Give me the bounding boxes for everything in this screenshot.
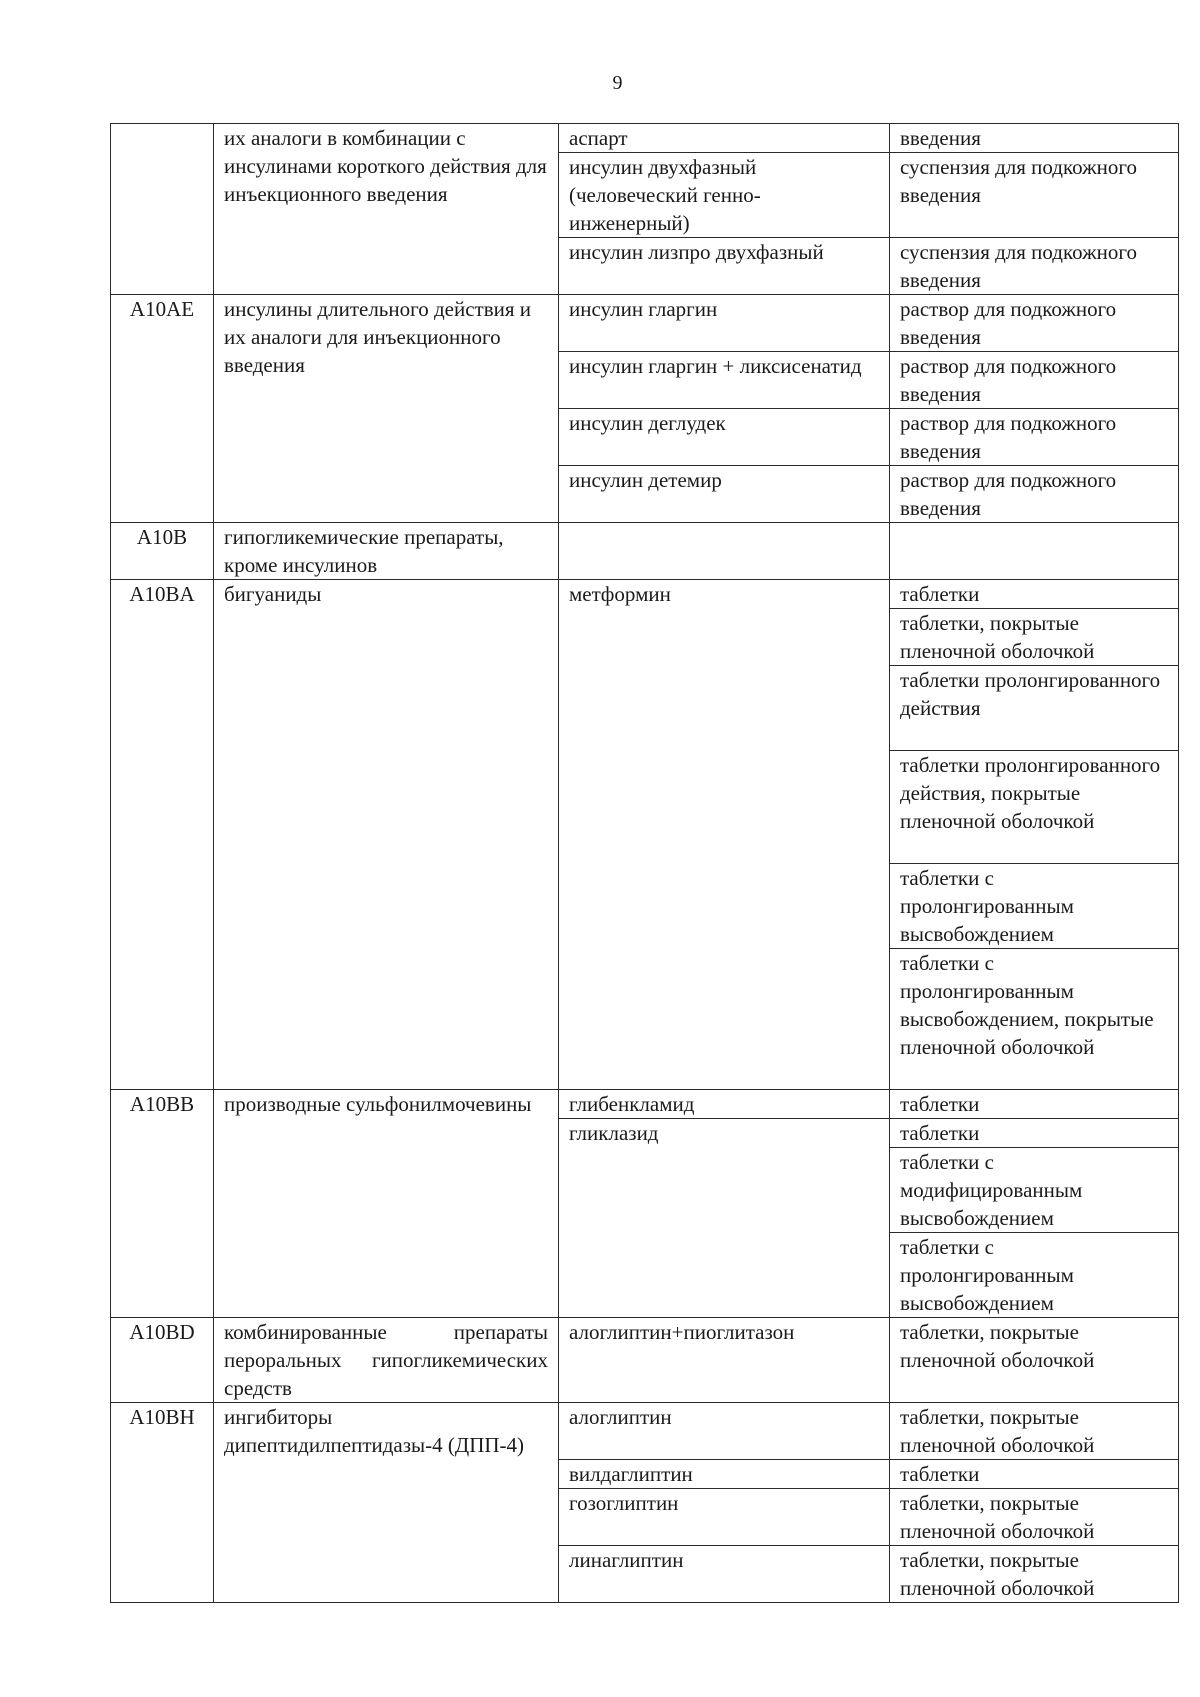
group-name-cell [214, 1318, 559, 1403]
dosage-form-cell: раствор для подкожного введения [890, 466, 1179, 523]
table-row [111, 124, 1179, 153]
drug-name-cell: инсулин лизпро двухфазный [559, 238, 890, 295]
drug-name-cell: инсулин деглудек [559, 409, 890, 466]
group-name-cell: их аналоги в комбинации с инсулинами короткого действия для инъекционного введения [214, 124, 559, 295]
table-row [111, 580, 1179, 609]
dosage-form-cell [890, 523, 1179, 580]
drug-name-cell: глибенкламид [559, 1090, 890, 1119]
group-name-cell: инсулины длительного действия и их аналоги для инъекционного введения [214, 295, 559, 523]
drug-name-cell: метформин [559, 580, 890, 1090]
dosage-form-cell: суспензия для подкожного введения [890, 153, 1179, 238]
group-name-cell: гипогликемические препараты, кроме инсулинов [214, 523, 559, 580]
dosage-form-cell: таблетки [890, 1119, 1179, 1148]
drug-name-cell: алоглиптин [559, 1403, 890, 1460]
atc-code-cell: A10BH [111, 1403, 214, 1603]
dosage-form-cell: таблетки [890, 580, 1179, 609]
table-row [111, 295, 1179, 352]
atc-code-cell: A10BB [111, 1090, 214, 1318]
drug-name-cell: аспарт [559, 124, 890, 153]
group-name-text: комбинированные препараты пероральных гипогликемических средств [224, 1320, 548, 1400]
dosage-form-cell: таблетки, покрытые пленочной оболочкой [890, 1318, 1179, 1403]
dosage-form-cell: таблетки, покрытые пленочной оболочкой [890, 609, 1179, 666]
dosage-form-cell: раствор для подкожного введения [890, 295, 1179, 352]
atc-code-cell [111, 124, 214, 295]
drug-name-cell: алоглиптин+пиоглитазон [559, 1318, 890, 1403]
page-number: 9 [612, 72, 623, 94]
atc-code-cell: A10BD [111, 1318, 214, 1403]
drug-name-cell: гликлазид [559, 1119, 890, 1318]
atc-code-cell: A10B [111, 523, 214, 580]
group-name-cell: ингибиторы дипептидилпептидазы-4 (ДПП-4) [214, 1403, 559, 1603]
drug-name-cell: инсулин детемир [559, 466, 890, 523]
dosage-form-cell: таблетки с пролонгированным высвобождением [890, 1233, 1179, 1318]
drug-name-cell: вилдаглиптин [559, 1460, 890, 1489]
group-name-cell: бигуаниды [214, 580, 559, 1090]
atc-code-cell: A10AE [111, 295, 214, 523]
table-row [111, 1090, 1179, 1119]
drug-table [110, 123, 1179, 1603]
dosage-form-cell: суспензия для подкожного введения [890, 238, 1179, 295]
drug-name-cell: инсулин двухфазный (человеческий генно-инженерный) [559, 153, 890, 238]
table-row [111, 1403, 1179, 1460]
drug-table-wrapper [110, 123, 1179, 1603]
drug-name-cell: инсулин гларгин + ликсисенатид [559, 352, 890, 409]
atc-code-cell: A10BA [111, 580, 214, 1090]
dosage-form-cell: введения [890, 124, 1179, 153]
table-row [111, 1318, 1179, 1403]
dosage-form-cell: таблетки пролонгированного действия, покрытые пленочной оболочкой [890, 751, 1179, 864]
dosage-form-cell: таблетки, покрытые пленочной оболочкой [890, 1489, 1179, 1546]
dosage-form-cell: таблетки [890, 1460, 1179, 1489]
dosage-form-cell: раствор для подкожного введения [890, 352, 1179, 409]
dosage-form-cell: таблетки с модифицированным высвобождением [890, 1148, 1179, 1233]
dosage-form-cell: таблетки с пролонгированным высвобождением, покрытые пленочной оболочкой [890, 949, 1179, 1090]
table-row [111, 523, 1179, 580]
dosage-form-cell: раствор для подкожного введения [890, 409, 1179, 466]
dosage-form-cell: таблетки с пролонгированным высвобождением [890, 864, 1179, 949]
group-name-cell: производные сульфонилмочевины [214, 1090, 559, 1318]
dosage-form-cell: таблетки пролонгированного действия [890, 666, 1179, 751]
dosage-form-cell: таблетки, покрытые пленочной оболочкой [890, 1403, 1179, 1460]
drug-name-cell: гозоглиптин [559, 1489, 890, 1546]
dosage-form-cell: таблетки [890, 1090, 1179, 1119]
drug-name-cell: инсулин гларгин [559, 295, 890, 352]
drug-name-cell [559, 523, 890, 580]
drug-name-cell: линаглиптин [559, 1546, 890, 1603]
dosage-form-cell: таблетки, покрытые пленочной оболочкой [890, 1546, 1179, 1603]
